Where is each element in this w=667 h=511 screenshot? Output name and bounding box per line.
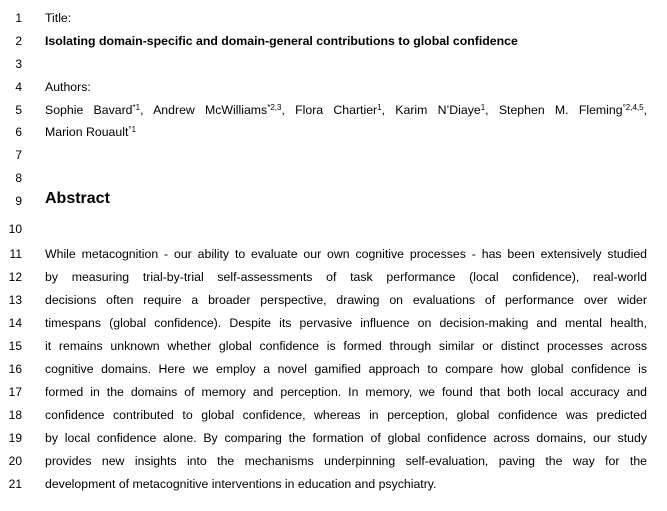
author: Andrew McWilliams$^{*2,3}$,	[153, 103, 285, 117]
abstract-line: While metacognition - our ability to evaluate our own cognitive processes - has been extensively studied	[45, 247, 647, 261]
author: Stephen M. Fleming$^{^\circ 2,4,5}$,	[498, 103, 647, 117]
title-label: Title:	[45, 11, 72, 25]
abstract-line: formed in the domains of memory and perception. In memory, we found that both local accuracy and	[45, 385, 647, 399]
line-number: 19	[8, 431, 22, 445]
line-number: 4	[15, 80, 22, 94]
line-number: 14	[8, 316, 22, 330]
abstract-line: cognitive domains. Here we employ a novel gamified approach to compare how global confidence is	[45, 362, 647, 376]
line-number: 11	[9, 247, 22, 261]
line-number: 7	[15, 148, 22, 162]
line-number: 2	[15, 34, 22, 48]
line-number: 20	[8, 454, 22, 468]
line-number: 3	[15, 57, 22, 71]
line-number: 21	[8, 477, 22, 491]
authors-label: Authors:	[45, 80, 91, 94]
author: Flora Chartier$^1$,	[295, 103, 386, 117]
paper-title: Isolating domain-specific and domain-general contributions to global confidence	[45, 34, 518, 48]
abstract-line: it remains unknown whether global confidence is formed through similar or distinct processes across	[45, 339, 647, 353]
line-number: 13	[8, 293, 22, 307]
abstract-line: development of metacognitive interventions in education and psychiatry.	[45, 477, 437, 491]
abstract-heading: Abstract	[45, 190, 110, 207]
author: Sophie Bavard$^{*1}$,	[45, 103, 144, 117]
line-number: 12	[8, 270, 22, 284]
abstract-line: by measuring trial-by-trial self-assessments of task performance (local confidence), real-world	[45, 270, 647, 284]
line-number: 6	[15, 125, 22, 139]
line-number: 16	[8, 362, 22, 376]
line-number: 5	[15, 103, 22, 117]
abstract-line: confidence contributed to global confidence, whereas in perception, global confidence was predicted	[45, 408, 647, 422]
authors-line-continued	[45, 124, 647, 140]
line-number: 1	[15, 11, 22, 25]
line-number: 17	[8, 385, 22, 399]
authors-line	[45, 102, 647, 118]
abstract-line: decisions often require a broader perspective, drawing on evaluations of performance over wider	[45, 293, 647, 307]
author: Marion Rouault$^{^\circ 1}$	[45, 125, 137, 139]
line-number: 18	[8, 408, 22, 422]
line-number: 10	[8, 222, 22, 236]
line-number: 8	[15, 171, 22, 185]
line-number: 15	[8, 339, 22, 353]
abstract-line: by local confidence alone. By comparing the formation of global confidence across domains, our study	[45, 431, 647, 445]
abstract-line: provides new insights into the mechanisms underpinning self-evaluation, paving the way for the	[45, 454, 647, 468]
line-number: 9	[15, 194, 22, 208]
abstract-line: timespans (global confidence). Despite its pervasive influence on decision-making and mental health,	[45, 316, 647, 330]
author: Karim N’Diaye$^1$,	[395, 103, 489, 117]
